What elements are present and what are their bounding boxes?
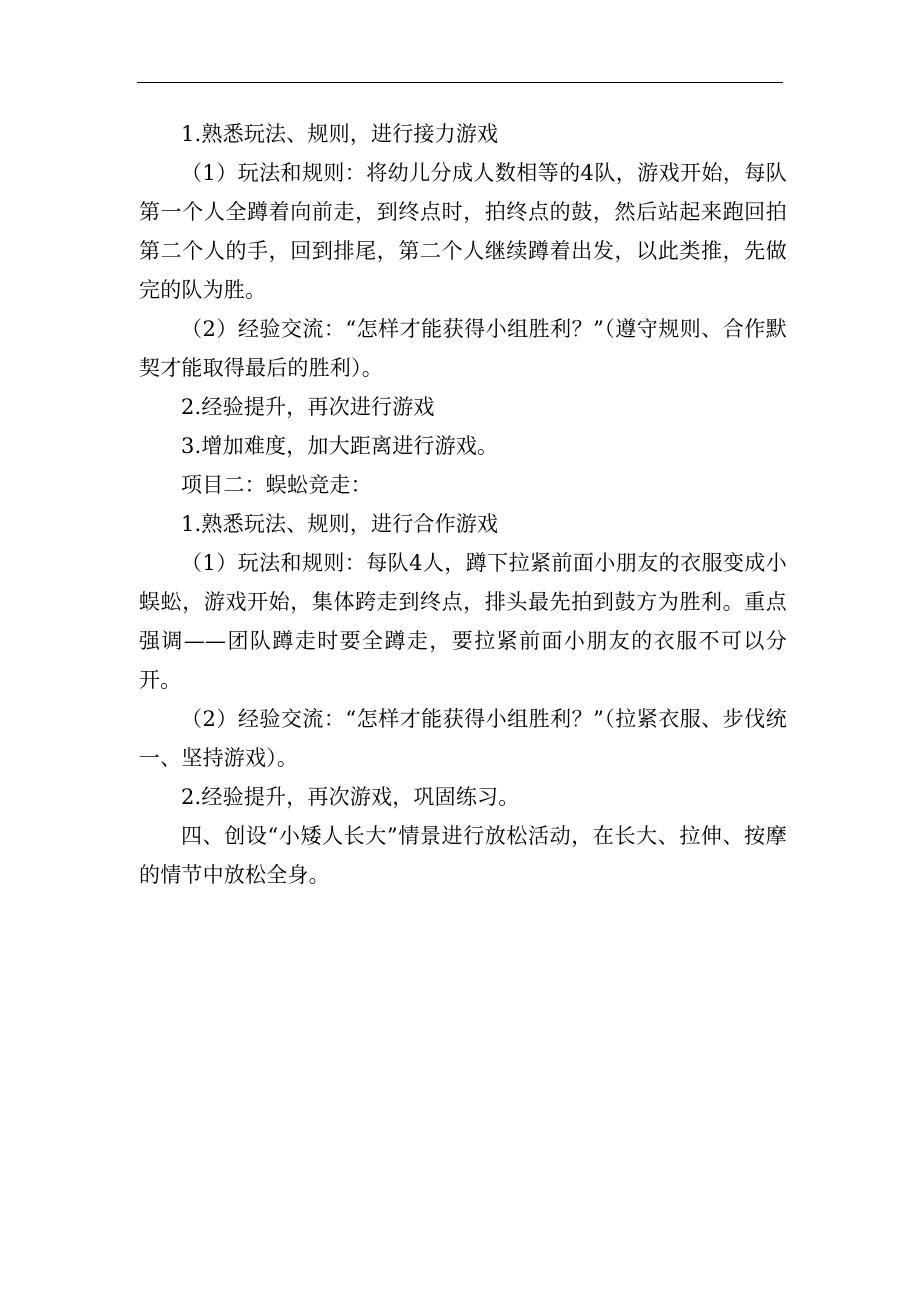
paragraph-relay-discussion: （2）经验交流：“怎样才能获得小组胜利？”（遵守规则、合作默契才能取得最后的胜利）。 xyxy=(139,317,787,380)
paragraph-relay-rules-heading: 1.熟悉玩法、规则，进行接力游戏 xyxy=(181,122,499,146)
paragraph-relaxation: 四、创设“小矮人长大”情景进行放松活动，在长大、拉伸、按摩的情节中放松全身。 xyxy=(139,824,787,887)
paragraph-project-two-title: 项目二：蜈蚣竞走： xyxy=(181,473,372,497)
paragraph-centipede-rules: （1）玩法和规则：每队4人，蹲下拉紧前面小朋友的衣服变成小蜈蚣，游戏开始，集体跨走到终点，排头最先拍到鼓方为胜利。重点强调——团队蹲走时要全蹲走，要拉紧前面小朋友的衣服不可以分开。 xyxy=(139,551,787,692)
header-rule xyxy=(137,82,783,83)
paragraph-relay-difficulty: 3.增加难度，加大距离进行游戏。 xyxy=(181,434,499,458)
paragraph-centipede-practice: 2.经验提升，再次游戏，巩固练习。 xyxy=(181,785,520,809)
paragraph-centipede-discussion: （2）经验交流：“怎样才能获得小组胜利？”（拉紧衣服、步伐统一、坚持游戏）。 xyxy=(139,707,787,770)
paragraph-relay-rules: （1）玩法和规则：将幼儿分成人数相等的4队，游戏开始，每队第一个人全蹲着向前走，到终点时，拍终点的鼓，然后站起来跑回拍第二个人的手，回到排尾，第二个人继续蹲着出发，以此类推，先做完的队为胜。 xyxy=(139,161,787,302)
paragraph-relay-improve: 2.经验提升，再次进行游戏 xyxy=(181,395,435,419)
paragraph-centipede-rules-heading: 1.熟悉玩法、规则，进行合作游戏 xyxy=(181,512,499,536)
document-body xyxy=(139,115,787,895)
